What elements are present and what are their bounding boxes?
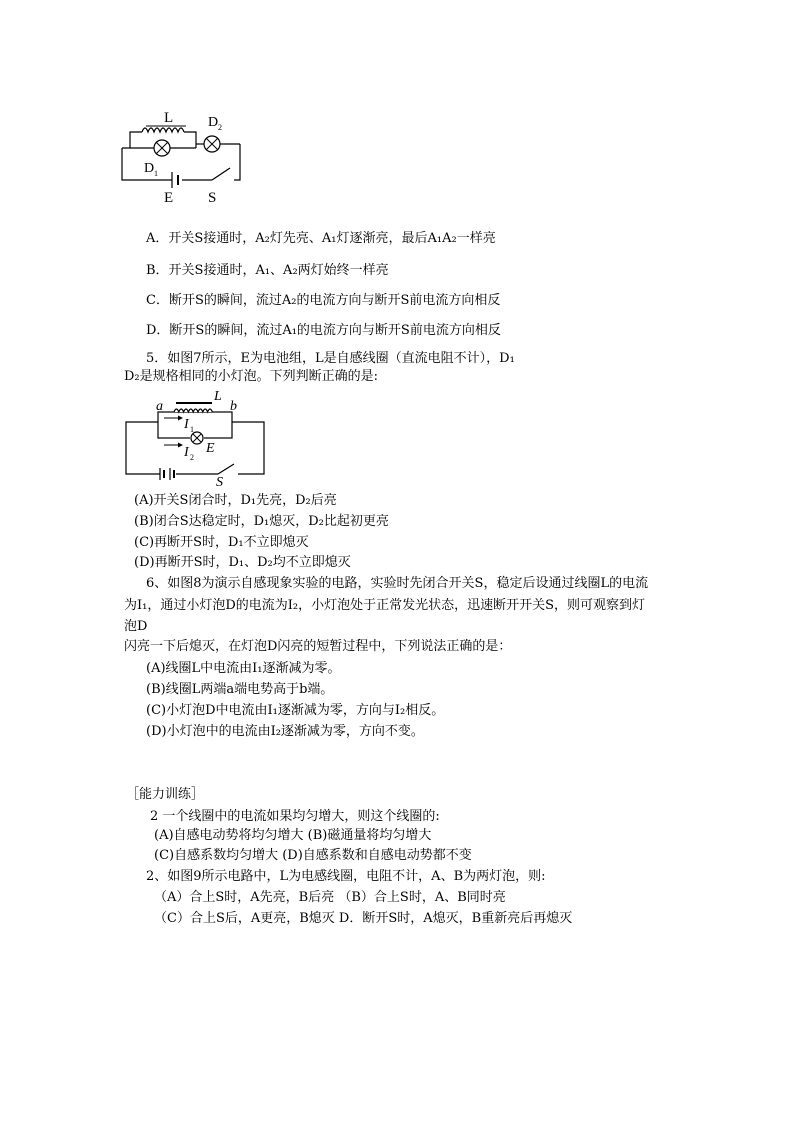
label-I2: I — [184, 445, 189, 460]
q6-option-c: (C)小灯泡D中电流由I₁逐渐减为零，方向与I₂相反。 — [146, 703, 445, 718]
q6-option-b: (B)线圈L两端a端电势高于b端。 — [146, 682, 334, 697]
svg-text:1: 1 — [154, 169, 158, 178]
q6-stem-line2: 为I₁，通过小灯泡D的电流为I₂，小灯泡处于正常发光状态，迅速断开开关S，则可观察到灯 — [124, 598, 646, 613]
q4-option-d: D．断开S的瞬间，流过A₁的电流方向与断开S前电流方向相反 — [146, 323, 501, 338]
p2-stem: 2、如图9所示电路中，L为电感线圈，电阻不计，A、B为两灯泡，则: — [146, 869, 546, 884]
q5-option-d: (D)再断开S时，D₁、D₂均不立即熄灭 — [134, 555, 351, 570]
p1-row2: (C)自感系数均匀增大 (D)自感系数和自感电动势都不变 — [154, 848, 472, 863]
svg-text:2: 2 — [218, 123, 222, 132]
q5-option-c: (C)再断开S时，D₁不立即熄灭 — [134, 535, 309, 550]
q5-option-a: (A)开关S闭合时，D₁先亮，D₂后亮 — [134, 493, 337, 508]
q6-stem-line1: 6、如图8为演示自感现象实验的电路，实验时先闭合开关S，稳定后设通过线圈L的电流 — [146, 576, 649, 591]
label-S: S — [208, 190, 217, 206]
q6-option-a: (A)线圈L中电流由I₁逐渐减为零。 — [146, 661, 341, 676]
q6-stem-line4: 闪亮一下后熄灭，在灯泡D闪亮的短暂过程中，下列说法正确的是： — [124, 639, 512, 654]
label-I1: I — [184, 417, 189, 432]
p2-row1: （A）合上S时，A先亮，B后亮 （B）合上S时，A、B同时亮 — [154, 890, 506, 905]
q5-stem-line1: 5．如图7所示，E为电池组，L是自感线圈（直流电阻不计），D₁ — [146, 351, 515, 366]
q5-option-b: (B)闭合S达稳定时，D₁熄灭，D₂比起初更亮 — [134, 514, 389, 529]
svg-text:1: 1 — [190, 425, 194, 434]
label-D2: D — [208, 115, 219, 130]
q4-option-b: B．开关S接通时，A₁、A₂两灯始终一样亮 — [146, 263, 389, 278]
svg-text:2: 2 — [190, 453, 194, 462]
label-a: a — [156, 399, 163, 414]
p1-stem: 2 一个线圈中的电流如果均匀增大，则这个线圈的: — [150, 809, 440, 824]
label-b: b — [230, 399, 237, 414]
label-S: S — [216, 475, 223, 488]
label-D1: D — [144, 161, 155, 176]
label-L: L — [164, 110, 174, 126]
circuit-diagram-1 — [112, 108, 252, 208]
p1-row1: (A)自感电动势将均匀增大 (B)磁通量将均匀增大 — [154, 828, 432, 843]
p2-row2: （C）合上S后，A更亮，B熄灭 D．断开S时，A熄灭，B重新亮后再熄灭 — [154, 911, 573, 926]
q4-option-a: A．开关S接通时，A₂灯先亮、A₁灯逐渐亮，最后A₁A₂一样亮 — [146, 231, 496, 246]
q6-stem-line3: 泡D — [124, 619, 148, 634]
label-E: E — [164, 190, 174, 206]
q6-option-d: (D)小灯泡中的电流由I₂逐渐减为零，方向不变。 — [146, 724, 424, 739]
label-L: L — [214, 390, 222, 404]
circuit-diagram-2 — [118, 390, 270, 488]
q5-stem-line2: D₂是规格相同的小灯泡。下列判断正确的是: — [124, 369, 379, 384]
label-E: E — [206, 441, 215, 456]
section-title: ［能力训练］ — [126, 787, 205, 802]
q4-option-c: C．断开S的瞬间，流过A₂的电流方向与断开S前电流方向相反 — [146, 293, 501, 308]
